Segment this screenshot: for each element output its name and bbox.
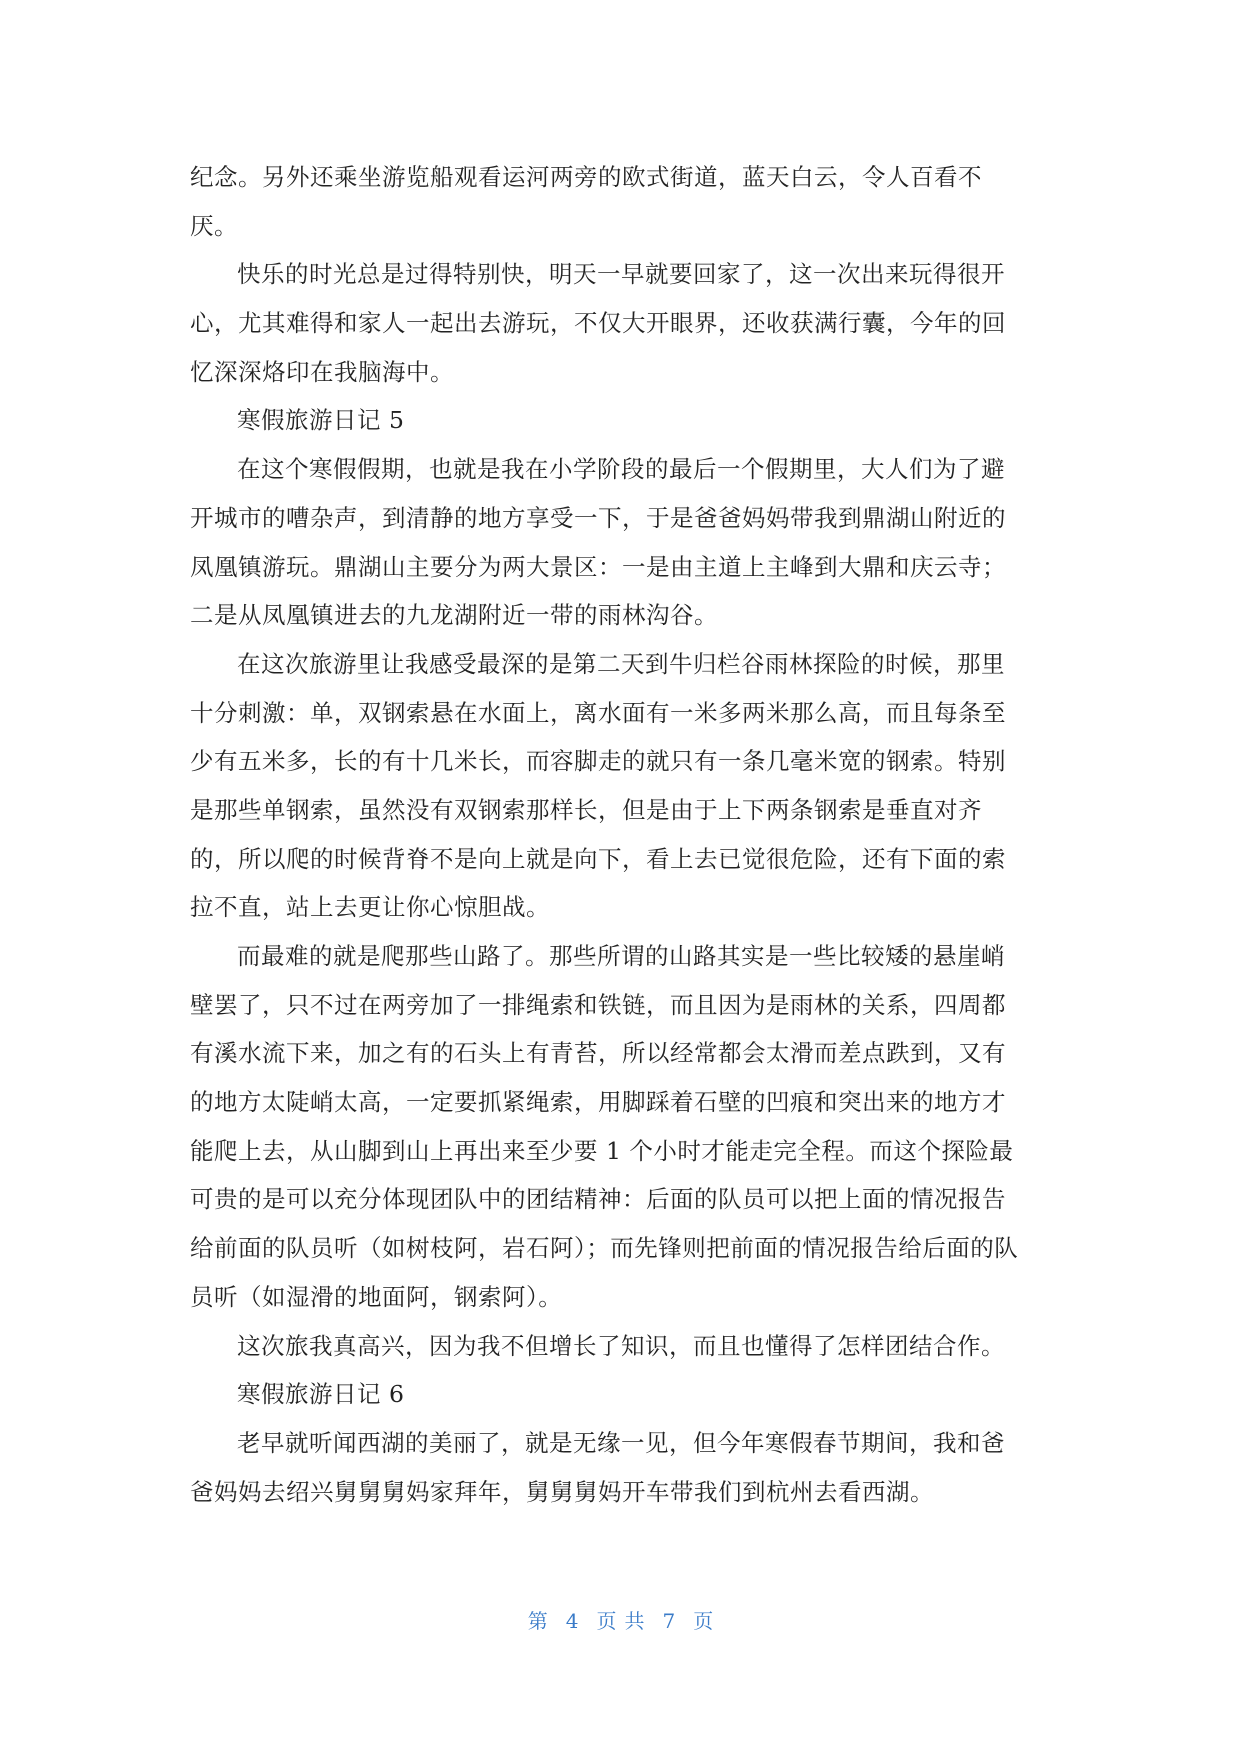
footer-ye2: 页 xyxy=(693,1609,714,1633)
section-heading: 寒假旅游日记 5 xyxy=(237,406,405,435)
text-line: 的，所以爬的时候背脊不是向上就是向下，看上去已觉很危险，还有下面的索 xyxy=(190,844,1006,873)
text-line: 心，尤其难得和家人一起出去游玩，不仅大开眼界，还收获满行囊，今年的回 xyxy=(190,309,1006,338)
paragraph-start: 而最难的就是爬那些山路了。那些所谓的山路其实是一些比较矮的悬崖峭 xyxy=(237,942,1005,970)
text-line: 纪念。另外还乘坐游览船观看运河两旁的欧式街道，蓝天白云，令人百看不 xyxy=(190,163,982,191)
document-body xyxy=(190,153,1052,1516)
text-line: 员听（如湿滑的地面阿，钢索阿）。 xyxy=(190,1282,563,1311)
text-line: 凤凰镇游玩。鼎湖山主要分为两大景区：一是由主道上主峰到大鼎和庆云寺； xyxy=(190,552,1006,581)
page-footer xyxy=(0,1605,1241,1634)
paragraph-start: 老早就听闻西湖的美丽了，就是无缘一见，但今年寒假春节期间，我和爸 xyxy=(237,1428,1005,1457)
text-line: 厌。 xyxy=(190,211,238,240)
text-line: 十分刺激：单，双钢索悬在水面上，离水面有一米多两米那么高，而且每条至 xyxy=(190,698,1006,727)
paragraph-start: 在这次旅游里让我感受最深的是第二天到牛归栏谷雨林探险的时候，那里 xyxy=(237,649,1005,678)
text-line: 是那些单钢索，虽然没有双钢索那样长，但是由于上下两条钢索是垂直对齐 xyxy=(190,795,982,824)
footer-gong: 共 xyxy=(624,1609,645,1633)
text-line: 给前面的队员听（如树枝阿，岩石阿）；而先锋则把前面的情况报告给后面的队 xyxy=(190,1234,1019,1263)
text-line: 能爬上去，从山脚到山上再出来至少要 1 个小时才能走完全程。而这个探险最 xyxy=(190,1136,1014,1165)
footer-di: 第 xyxy=(527,1609,548,1633)
text-line: 有溪水流下来，加之有的石头上有青苔，所以经常都会太滑而差点跌到，又有 xyxy=(190,1039,1006,1068)
text-line: 拉不直，站上去更让你心惊胆战。 xyxy=(190,893,550,922)
text-line: 可贵的是可以充分体现团队中的团结精神：后面的队员可以把上面的情况报告 xyxy=(190,1185,1006,1214)
text-line: 的地方太陡峭太高，一定要抓紧绳索，用脚踩着石壁的凹痕和突出来的地方才 xyxy=(190,1088,1006,1117)
footer-ye: 页 xyxy=(596,1609,617,1633)
text-line: 忆深深烙印在我脑海中。 xyxy=(190,357,454,386)
text-line: 开城市的嘈杂声，到清静的地方享受一下，于是爸爸妈妈带我到鼎湖山附近的 xyxy=(190,503,1006,532)
paragraph-start: 在这个寒假假期，也就是我在小学阶段的最后一个假期里，大人们为了避 xyxy=(237,455,1005,484)
text-line: 少有五米多，长的有十几米长，而容脚走的就只有一条几毫米宽的钢索。特别 xyxy=(190,747,1006,776)
text-line: 二是从凤凰镇进去的九龙湖附近一带的雨林沟谷。 xyxy=(190,601,718,630)
paragraph-start: 这次旅我真高兴，因为我不但增长了知识，而且也懂得了怎样团结合作。 xyxy=(237,1331,1005,1360)
section-heading: 寒假旅游日记 6 xyxy=(237,1380,405,1409)
footer-page-number: 4 xyxy=(565,1609,579,1633)
text-line: 爸妈妈去绍兴舅舅舅妈家拜年，舅舅舅妈开车带我们到杭州去看西湖。 xyxy=(190,1477,934,1506)
text-line: 壁罢了，只不过在两旁加了一排绳索和铁链，而且因为是雨林的关系，四周都 xyxy=(190,990,1006,1019)
paragraph-start: 快乐的时光总是过得特别快，明天一早就要回家了，这一次出来玩得很开 xyxy=(237,260,1005,289)
footer-total-pages: 7 xyxy=(662,1609,676,1633)
